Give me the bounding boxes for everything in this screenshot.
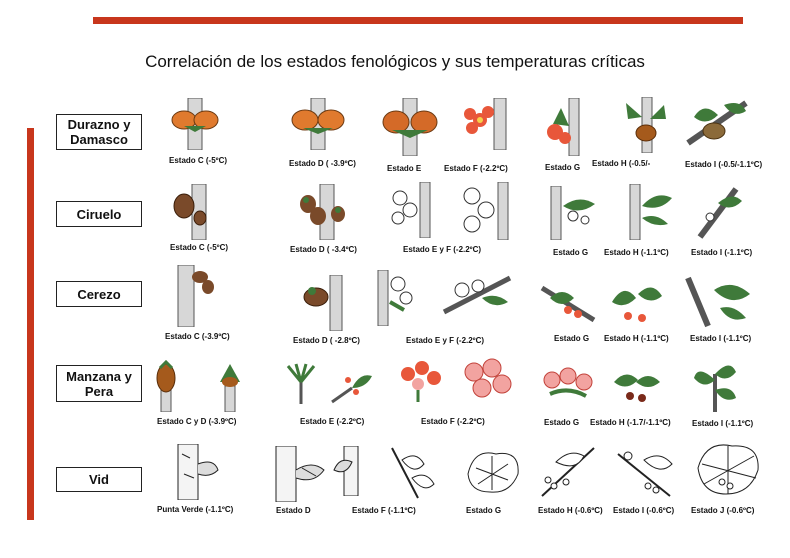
caption-manzana-e: Estado E (-2.2ºC): [300, 417, 365, 426]
grape-stage-d2-illustration: [330, 446, 368, 496]
grape-stage-h-illustration: [536, 442, 600, 500]
caption-manzana-g: Estado G: [544, 418, 580, 427]
caption-cerezo-h: Estado H (-1.1ºC): [604, 334, 669, 343]
apple-stage-f1-illustration: [394, 358, 450, 402]
cherry-stage-f-illustration: [442, 272, 512, 318]
apple-stage-f2-illustration: [460, 358, 516, 402]
apple-stage-g-illustration: [540, 364, 596, 404]
caption-cerezo-g: Estado G: [554, 334, 590, 343]
grape-stage-i-illustration: [614, 446, 676, 500]
caption-ciruelo-c: Estado C (-5ºC): [170, 243, 229, 252]
page-title: Correlación de los estados fenológicos y sus temperaturas críticas: [145, 52, 645, 71]
peach-stage-g-illustration: [543, 98, 587, 156]
caption-durazno-e: Estado E: [387, 164, 422, 173]
apple-stage-d-illustration: [214, 360, 246, 412]
caption-ciruelo-g: Estado G: [553, 248, 589, 257]
apple-stage-h-illustration: [610, 362, 662, 404]
row-label-ciruelo: Ciruelo: [56, 201, 142, 227]
left-accent-bar: [27, 128, 34, 520]
caption-durazno-h: Estado H (-0.5/-: [592, 159, 651, 168]
cherry-stage-i-illustration: [684, 270, 754, 330]
row-label-cerezo: Cerezo: [56, 281, 142, 307]
caption-ciruelo-ef: Estado E y F (-2.2ºC): [403, 245, 482, 254]
grape-stage-f-illustration: [388, 444, 438, 500]
caption-ciruelo-i: Estado I (-1.1ºC): [691, 248, 753, 257]
caption-vid-g: Estado G: [466, 506, 502, 515]
caption-durazno-d: Estado D ( -3.9ºC): [289, 159, 356, 168]
grape-stage-g-illustration: [462, 444, 524, 498]
caption-manzana-cd: Estado C y D (-3.9ºC): [157, 417, 237, 426]
peach-stage-d-illustration: [291, 98, 345, 150]
plum-stage-e-illustration: [386, 182, 442, 238]
cherry-stage-h-illustration: [608, 274, 664, 326]
grape-stage-j-illustration: [692, 438, 764, 502]
apple-stage-e1-illustration: [282, 360, 320, 404]
caption-manzana-i: Estado I (-1.1ºC): [692, 419, 754, 428]
caption-ciruelo-h: Estado H (-1.1ºC): [604, 248, 669, 257]
cherry-stage-c-illustration: [170, 265, 218, 327]
peach-stage-i-illustration: [684, 97, 750, 149]
caption-vid-j: Estado J (-0.6ºC): [691, 506, 755, 515]
plum-stage-f-illustration: [458, 182, 514, 240]
caption-vid-h: Estado H (-0.6ºC): [538, 506, 603, 515]
plum-stage-g-illustration: [543, 186, 599, 240]
caption-vid-d: Estado D: [276, 506, 311, 515]
peach-stage-c-illustration: [170, 98, 220, 150]
plum-stage-d-illustration: [294, 184, 350, 240]
caption-cerezo-ef: Estado E y F (-2.2ºC): [406, 336, 485, 345]
caption-vid-punta-verde: Punta Verde (-1.1ºC): [157, 505, 234, 514]
caption-ciruelo-d: Estado D ( -3.4ºC): [290, 245, 357, 254]
grape-stage-d1-illustration: [272, 446, 328, 502]
peach-stage-f-illustration: [458, 98, 514, 150]
caption-vid-i: Estado I (-0.6ºC): [613, 506, 675, 515]
row-label-durazno: Durazno y Damasco: [56, 114, 142, 150]
top-accent-bar: [93, 17, 743, 24]
caption-cerezo-i: Estado I (-1.1ºC): [690, 334, 752, 343]
caption-durazno-f: Estado F (-2.2ºC): [444, 164, 508, 173]
caption-durazno-c: Estado C (-5ºC): [169, 156, 228, 165]
peach-stage-h-illustration: [620, 97, 670, 153]
caption-manzana-h: Estado H (-1.7/-1.1ºC): [590, 418, 671, 427]
cherry-stage-g-illustration: [540, 276, 596, 328]
plum-stage-i-illustration: [692, 183, 744, 241]
row-label-manzana: Manzana y Pera: [56, 365, 142, 402]
apple-stage-i-illustration: [690, 354, 740, 412]
cherry-stage-d-illustration: [298, 275, 350, 331]
plum-stage-h-illustration: [620, 184, 676, 240]
plum-stage-c-illustration: [168, 184, 224, 240]
apple-stage-e2-illustration: [330, 364, 374, 404]
caption-cerezo-c: Estado C (-3.9ºC): [165, 332, 230, 341]
caption-vid-f: Estado F (-1.1ºC): [352, 506, 416, 515]
caption-durazno-i: Estado I (-0.5/-1.1ºC): [685, 160, 763, 169]
caption-durazno-g: Estado G: [545, 163, 581, 172]
cherry-stage-e-illustration: [372, 270, 416, 326]
grape-punta-verde-illustration: [170, 444, 222, 500]
caption-cerezo-d: Estado D ( -2.8ºC): [293, 336, 360, 345]
apple-stage-c-illustration: [150, 360, 182, 412]
row-label-vid: Vid: [56, 467, 142, 492]
caption-manzana-f: Estado F (-2.2ºC): [421, 417, 485, 426]
peach-stage-e-illustration: [382, 98, 438, 156]
